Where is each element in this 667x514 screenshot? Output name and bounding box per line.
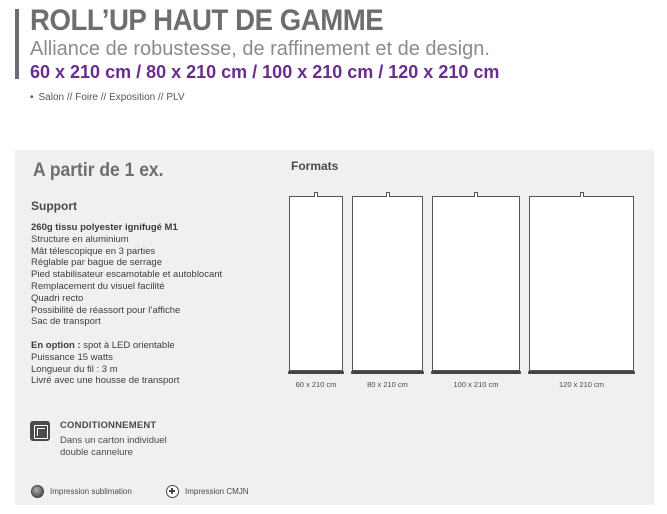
banner-label-60: 60 x 210 cm: [295, 380, 337, 389]
feature-item: Remplacement du visuel facilité: [31, 280, 165, 292]
available-sizes: 60 x 210 cm / 80 x 210 cm / 100 x 210 cm / 120 x 210 cm: [30, 62, 500, 82]
option-list: [31, 340, 179, 387]
cmjn-plus-icon: [166, 485, 179, 498]
feature-item: Pied stabilisateur escamotable et autoblocant: [31, 269, 223, 281]
banner-top-clip: [474, 192, 478, 197]
support-feature-list: [31, 222, 222, 328]
banner-base: [351, 371, 424, 374]
legend-cmjn: [166, 484, 249, 498]
packaging-text: [60, 435, 167, 459]
packaging-line: double cannelure: [60, 447, 133, 458]
banner-100: [432, 196, 520, 371]
option-item: Livré avec une housse de transport: [31, 375, 180, 387]
usage-text: Salon // Foire // Exposition // PLV: [38, 92, 185, 103]
support-heading: Support: [31, 199, 77, 213]
sublimation-icon: [31, 485, 44, 498]
banner-top-clip: [386, 192, 390, 197]
option-item: Puissance 15 watts: [31, 351, 113, 363]
feature-item: Structure en aluminium: [31, 233, 129, 245]
legend-sublimation: [31, 484, 132, 498]
banner-base: [431, 371, 521, 374]
option-text: spot à LED orientable: [83, 340, 175, 351]
bullet-icon: •: [30, 92, 34, 103]
feature-item: Mât télescopique en 3 parties: [31, 245, 156, 257]
feature-item: Possibilité de réassort pour l’affiche: [31, 304, 181, 316]
feature-item: Quadri recto: [31, 292, 84, 304]
banner-80: [352, 196, 423, 371]
banner-label-100: 100 x 210 cm: [453, 380, 499, 389]
banner-label-120: 120 x 210 cm: [558, 380, 605, 389]
feature-item: Sac de transport: [31, 316, 101, 328]
legend-cmjn-label: Impression CMJN: [185, 486, 249, 496]
usage-bullet: [30, 92, 185, 103]
banner-120: [529, 196, 634, 371]
packaging-heading: CONDITIONNEMENT: [60, 420, 157, 431]
banner-top-clip: [580, 192, 584, 197]
header-accent-bar: [15, 9, 19, 79]
feature-item: 260g tissu polyester ignifugé M1: [31, 222, 178, 233]
banner-base: [288, 371, 344, 374]
banner-60: [289, 196, 343, 371]
legend-sublimation-label: Impression sublimation: [50, 486, 132, 496]
page-title: ROLL’UP HAUT DE GAMME: [30, 4, 384, 37]
box-icon: [30, 421, 50, 441]
min-quantity: A partir de 1 ex.: [33, 160, 164, 181]
option-label: En option :: [31, 340, 81, 351]
option-item: Longueur du fil : 3 m: [31, 363, 118, 375]
formats-heading: Formats: [291, 159, 339, 173]
packaging-line: Dans un carton individuel: [60, 435, 167, 446]
option-item: [31, 340, 179, 352]
page-subtitle: Alliance de robustesse, de raffinement et de design.: [30, 38, 490, 60]
banner-top-clip: [314, 192, 318, 197]
banner-base: [528, 371, 635, 374]
feature-item: Réglable par bague de serrage: [31, 257, 162, 269]
banner-label-80: 80 x 210 cm: [367, 380, 408, 389]
